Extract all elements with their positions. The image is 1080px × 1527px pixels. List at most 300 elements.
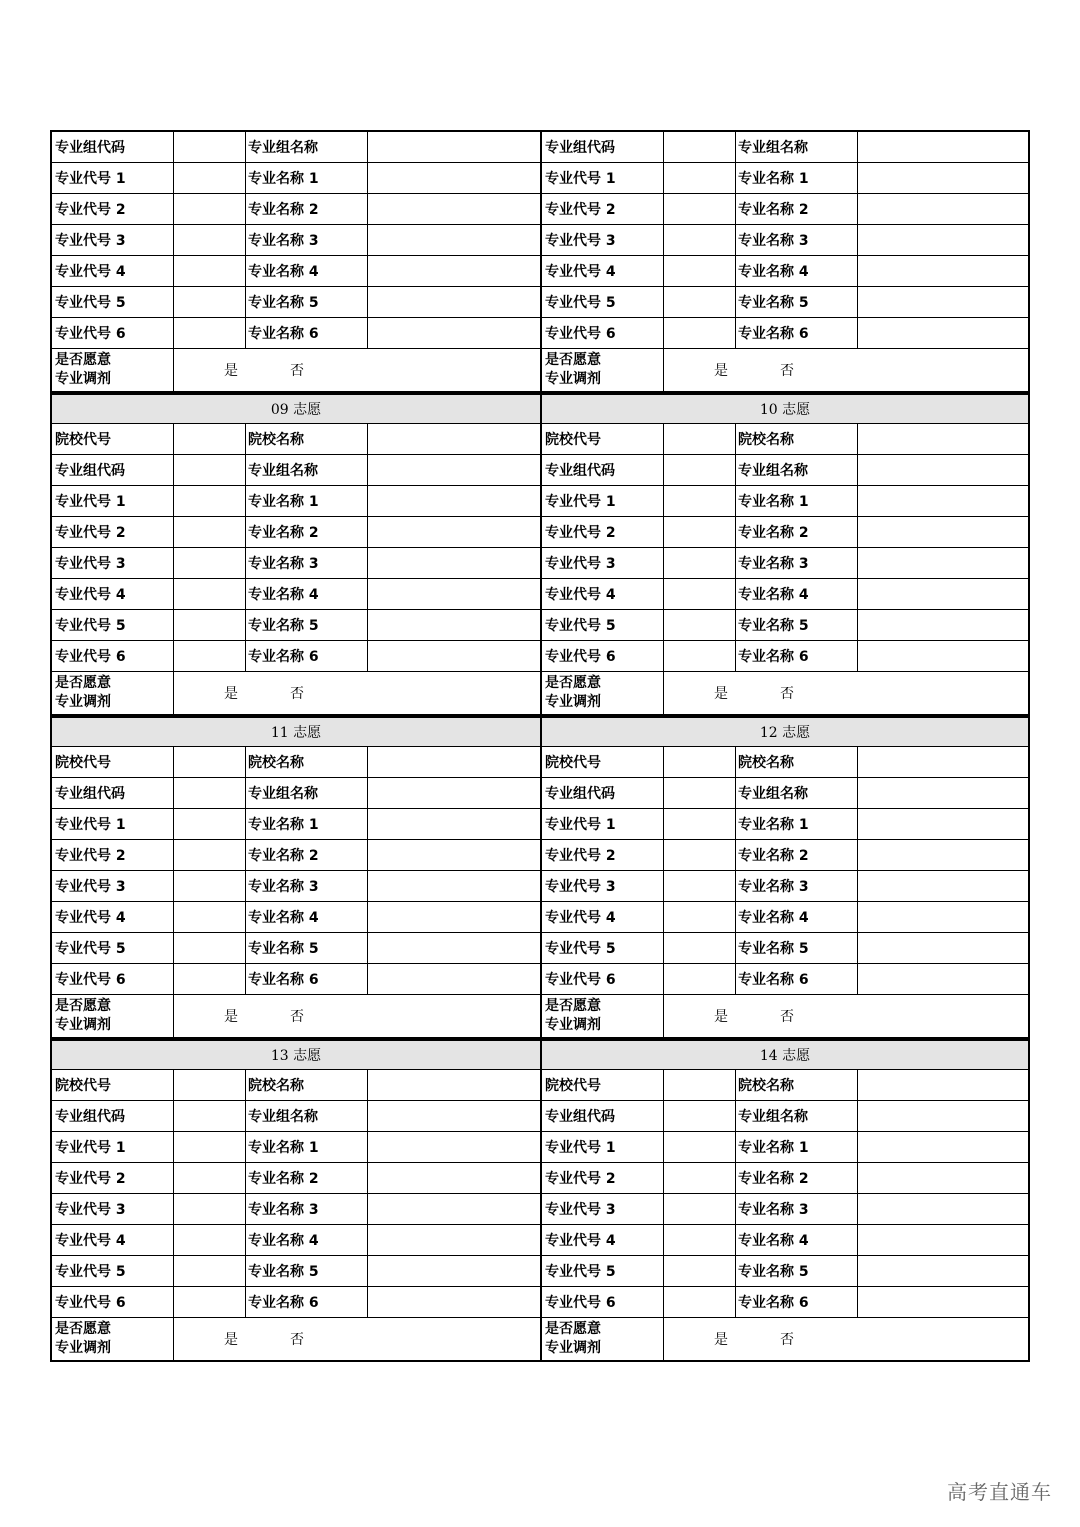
major-name-cell[interactable]	[368, 1132, 540, 1162]
major-code-label: 专业代号 2	[52, 840, 174, 870]
school-row	[52, 424, 540, 455]
major-name-cell[interactable]	[858, 902, 1028, 932]
school-code-cell[interactable]	[664, 1070, 736, 1100]
major-code-cell[interactable]	[664, 225, 736, 255]
group-code-label: 专业组代码	[542, 132, 664, 162]
choice-heading: 11 志愿	[52, 716, 540, 747]
major-name-label: 专业名称 3	[246, 871, 368, 901]
major-code-label: 专业代号 5	[542, 287, 664, 317]
major-name-label: 专业名称 3	[736, 225, 858, 255]
major-code-cell[interactable]	[664, 1163, 736, 1193]
major-code-cell[interactable]	[174, 641, 246, 671]
major-row-2	[542, 840, 1028, 871]
major-row-4	[52, 902, 540, 933]
major-code-label: 专业代号 2	[542, 1163, 664, 1193]
major-code-cell[interactable]	[174, 548, 246, 578]
major-name-cell[interactable]	[368, 840, 540, 870]
major-row-4	[52, 256, 540, 287]
major-row-6	[52, 641, 540, 672]
major-code-cell[interactable]	[174, 225, 246, 255]
major-row-6	[52, 318, 540, 349]
major-row-6	[542, 1287, 1028, 1318]
major-row-2	[52, 194, 540, 225]
major-name-cell[interactable]	[368, 933, 540, 963]
school-row	[52, 747, 540, 778]
major-name-label: 专业名称 4	[246, 579, 368, 609]
major-name-cell[interactable]	[858, 610, 1028, 640]
major-code-cell[interactable]	[174, 964, 246, 994]
group-code-label: 专业组代码	[542, 455, 664, 485]
major-row-4	[542, 902, 1028, 933]
major-code-label: 专业代号 4	[52, 256, 174, 286]
adjust-yes-option[interactable]: 是	[714, 686, 728, 702]
major-code-cell[interactable]	[174, 256, 246, 286]
major-name-cell[interactable]	[858, 1132, 1028, 1162]
major-code-cell[interactable]	[664, 1287, 736, 1317]
major-code-cell[interactable]	[664, 933, 736, 963]
group-code-cell[interactable]	[174, 778, 246, 808]
school-name-label: 院校名称	[736, 747, 858, 777]
choice-block-14	[540, 1039, 1030, 1362]
major-code-cell[interactable]	[174, 163, 246, 193]
major-name-cell[interactable]	[368, 256, 540, 286]
adjust-row	[542, 349, 1028, 393]
choice-form-sheet	[50, 130, 1030, 1362]
major-row-1	[542, 163, 1028, 194]
major-code-cell[interactable]	[174, 809, 246, 839]
adjust-options	[664, 672, 1028, 714]
major-code-label: 专业代号 2	[52, 517, 174, 547]
adjust-no-option[interactable]: 否	[290, 686, 304, 702]
major-name-cell[interactable]	[368, 287, 540, 317]
adjust-label	[52, 1318, 174, 1360]
major-code-label: 专业代号 6	[542, 1287, 664, 1317]
adjust-label-line2: 专业调剂	[545, 694, 601, 710]
choice-block-09	[50, 393, 540, 716]
choice-block-11	[50, 716, 540, 1039]
major-name-label: 专业名称 2	[246, 840, 368, 870]
major-name-cell[interactable]	[368, 194, 540, 224]
school-code-cell[interactable]	[174, 424, 246, 454]
major-code-label: 专业代号 4	[52, 902, 174, 932]
major-code-cell[interactable]	[664, 610, 736, 640]
group-name-cell[interactable]	[858, 1101, 1028, 1131]
major-code-cell[interactable]	[174, 579, 246, 609]
major-code-label: 专业代号 6	[542, 641, 664, 671]
major-code-cell[interactable]	[664, 871, 736, 901]
major-name-label: 专业名称 5	[736, 287, 858, 317]
major-code-cell[interactable]	[664, 517, 736, 547]
adjust-no-option[interactable]: 否	[780, 363, 794, 379]
major-row-6	[52, 1287, 540, 1318]
adjust-label-line1: 是否愿意	[55, 352, 111, 368]
major-name-cell[interactable]	[858, 1194, 1028, 1224]
group-name-label: 专业组名称	[736, 455, 858, 485]
adjust-row	[542, 672, 1028, 716]
major-code-cell[interactable]	[664, 579, 736, 609]
adjust-options	[174, 995, 540, 1037]
choice-heading: 14 志愿	[542, 1039, 1028, 1070]
major-name-cell[interactable]	[368, 1287, 540, 1317]
major-row-4	[542, 256, 1028, 287]
major-code-label: 专业代号 3	[542, 1194, 664, 1224]
major-code-cell[interactable]	[664, 287, 736, 317]
choice-pair	[50, 1039, 1030, 1362]
school-code-cell[interactable]	[664, 747, 736, 777]
major-code-cell[interactable]	[664, 1132, 736, 1162]
group-name-cell[interactable]	[858, 132, 1028, 162]
school-row	[52, 1070, 540, 1101]
major-name-cell[interactable]	[858, 256, 1028, 286]
major-name-cell[interactable]	[368, 1194, 540, 1224]
major-row-1	[542, 809, 1028, 840]
school-code-label: 院校代号	[542, 747, 664, 777]
group-name-label: 专业组名称	[246, 132, 368, 162]
major-name-cell[interactable]	[368, 225, 540, 255]
major-code-cell[interactable]	[174, 1225, 246, 1255]
major-code-label: 专业代号 1	[542, 1132, 664, 1162]
group-code-cell[interactable]	[664, 1101, 736, 1131]
group-code-cell[interactable]	[174, 455, 246, 485]
school-name-cell[interactable]	[368, 1070, 540, 1100]
major-code-cell[interactable]	[664, 163, 736, 193]
major-code-label: 专业代号 3	[52, 871, 174, 901]
major-name-cell[interactable]	[858, 1225, 1028, 1255]
adjust-label-line2: 专业调剂	[55, 371, 111, 387]
group-name-label: 专业组名称	[736, 1101, 858, 1131]
major-row-1	[542, 486, 1028, 517]
adjust-label-line1: 是否愿意	[545, 1321, 601, 1337]
major-name-cell[interactable]	[858, 964, 1028, 994]
major-code-label: 专业代号 6	[52, 964, 174, 994]
adjust-no-option[interactable]: 否	[290, 1009, 304, 1025]
major-row-3	[52, 225, 540, 256]
school-code-label: 院校代号	[542, 1070, 664, 1100]
major-code-cell[interactable]	[174, 194, 246, 224]
major-name-cell[interactable]	[368, 641, 540, 671]
major-code-label: 专业代号 6	[52, 318, 174, 348]
major-name-cell[interactable]	[858, 225, 1028, 255]
major-code-label: 专业代号 5	[52, 287, 174, 317]
major-name-cell[interactable]	[368, 579, 540, 609]
major-name-label: 专业名称 6	[246, 641, 368, 671]
major-name-label: 专业名称 4	[736, 256, 858, 286]
major-code-cell[interactable]	[174, 1287, 246, 1317]
major-name-cell[interactable]	[368, 871, 540, 901]
school-row	[542, 747, 1028, 778]
major-code-label: 专业代号 3	[52, 1194, 174, 1224]
major-row-2	[52, 517, 540, 548]
major-row-4	[542, 579, 1028, 610]
major-name-cell[interactable]	[368, 1256, 540, 1286]
group-code-cell[interactable]	[174, 1101, 246, 1131]
major-name-cell[interactable]	[858, 641, 1028, 671]
adjust-yes-option[interactable]: 是	[714, 1332, 728, 1348]
major-row-3	[542, 871, 1028, 902]
major-row-3	[542, 548, 1028, 579]
school-name-cell[interactable]	[858, 747, 1028, 777]
adjust-label	[542, 1318, 664, 1360]
major-name-cell[interactable]	[368, 964, 540, 994]
major-name-cell[interactable]	[858, 840, 1028, 870]
group-code-label: 专业组代码	[52, 1101, 174, 1131]
adjust-label	[52, 672, 174, 714]
major-name-cell[interactable]	[858, 318, 1028, 348]
adjust-no-option[interactable]: 否	[780, 1009, 794, 1025]
major-code-label: 专业代号 1	[52, 809, 174, 839]
major-name-cell[interactable]	[858, 548, 1028, 578]
major-row-3	[52, 871, 540, 902]
major-name-label: 专业名称 2	[246, 517, 368, 547]
school-code-cell[interactable]	[664, 424, 736, 454]
major-name-cell[interactable]	[368, 610, 540, 640]
school-name-cell[interactable]	[858, 1070, 1028, 1100]
major-name-label: 专业名称 3	[246, 548, 368, 578]
major-row-4	[542, 1225, 1028, 1256]
major-name-label: 专业名称 4	[736, 902, 858, 932]
adjust-label-line1: 是否愿意	[55, 675, 111, 691]
school-code-label: 院校代号	[542, 424, 664, 454]
major-name-cell[interactable]	[858, 1163, 1028, 1193]
adjust-options	[174, 349, 540, 391]
group-name-cell[interactable]	[368, 778, 540, 808]
major-code-cell[interactable]	[174, 1194, 246, 1224]
major-code-label: 专业代号 2	[542, 840, 664, 870]
group-code-cell[interactable]	[664, 778, 736, 808]
major-code-cell[interactable]	[664, 1194, 736, 1224]
adjust-label-line1: 是否愿意	[55, 998, 111, 1014]
school-name-label: 院校名称	[736, 1070, 858, 1100]
choice-heading: 10 志愿	[542, 393, 1028, 424]
school-code-label: 院校代号	[52, 424, 174, 454]
major-name-cell[interactable]	[368, 517, 540, 547]
major-code-cell[interactable]	[174, 486, 246, 516]
major-row-5	[542, 933, 1028, 964]
major-row-2	[542, 194, 1028, 225]
major-row-5	[52, 1256, 540, 1287]
major-code-label: 专业代号 6	[52, 641, 174, 671]
major-name-label: 专业名称 5	[736, 610, 858, 640]
major-name-cell[interactable]	[368, 809, 540, 839]
major-code-cell[interactable]	[664, 194, 736, 224]
major-name-label: 专业名称 5	[736, 1256, 858, 1286]
major-code-cell[interactable]	[174, 1163, 246, 1193]
major-code-cell[interactable]	[174, 287, 246, 317]
adjust-label	[542, 672, 664, 714]
major-code-cell[interactable]	[664, 641, 736, 671]
major-name-cell[interactable]	[858, 579, 1028, 609]
adjust-yes-option[interactable]: 是	[714, 1009, 728, 1025]
major-row-5	[542, 1256, 1028, 1287]
group-code-label: 专业组代码	[52, 132, 174, 162]
major-name-cell[interactable]	[858, 287, 1028, 317]
adjust-row	[52, 672, 540, 716]
school-name-label: 院校名称	[246, 1070, 368, 1100]
school-name-cell[interactable]	[368, 747, 540, 777]
major-row-1	[52, 486, 540, 517]
school-code-cell[interactable]	[174, 1070, 246, 1100]
group-name-cell[interactable]	[368, 1101, 540, 1131]
major-name-label: 专业名称 2	[246, 194, 368, 224]
adjust-row	[52, 349, 540, 393]
major-name-label: 专业名称 3	[246, 1194, 368, 1224]
major-name-cell[interactable]	[368, 1225, 540, 1255]
adjust-label	[52, 995, 174, 1037]
major-name-label: 专业名称 3	[736, 1194, 858, 1224]
major-code-label: 专业代号 1	[542, 809, 664, 839]
major-name-label: 专业名称 1	[246, 1132, 368, 1162]
adjust-options	[664, 1318, 1028, 1360]
major-name-cell[interactable]	[858, 1287, 1028, 1317]
group-row	[52, 1101, 540, 1132]
major-code-label: 专业代号 5	[542, 933, 664, 963]
major-name-label: 专业名称 2	[736, 517, 858, 547]
major-name-cell[interactable]	[368, 163, 540, 193]
major-row-3	[542, 225, 1028, 256]
major-code-cell[interactable]	[174, 318, 246, 348]
group-name-label: 专业组名称	[246, 1101, 368, 1131]
adjust-label-line1: 是否愿意	[545, 352, 601, 368]
major-code-cell[interactable]	[664, 809, 736, 839]
adjust-label-line2: 专业调剂	[55, 1340, 111, 1356]
major-code-cell[interactable]	[174, 902, 246, 932]
adjust-yes-option[interactable]: 是	[224, 363, 238, 379]
major-code-cell[interactable]	[174, 1256, 246, 1286]
major-name-label: 专业名称 2	[246, 1163, 368, 1193]
school-code-label: 院校代号	[52, 747, 174, 777]
major-name-cell[interactable]	[858, 871, 1028, 901]
school-name-label: 院校名称	[246, 747, 368, 777]
major-name-label: 专业名称 5	[246, 933, 368, 963]
adjust-row	[542, 995, 1028, 1039]
major-name-cell[interactable]	[858, 1256, 1028, 1286]
major-code-cell[interactable]	[174, 610, 246, 640]
major-name-label: 专业名称 1	[246, 809, 368, 839]
major-row-4	[52, 579, 540, 610]
adjust-no-option[interactable]: 否	[780, 686, 794, 702]
group-name-cell[interactable]	[368, 132, 540, 162]
group-code-cell[interactable]	[174, 132, 246, 162]
major-code-cell[interactable]	[174, 517, 246, 547]
major-name-cell[interactable]	[858, 486, 1028, 516]
major-row-2	[542, 517, 1028, 548]
group-name-cell[interactable]	[858, 455, 1028, 485]
major-row-1	[542, 1132, 1028, 1163]
choice-block-13	[50, 1039, 540, 1362]
major-code-cell[interactable]	[664, 486, 736, 516]
major-code-label: 专业代号 6	[542, 318, 664, 348]
choice-heading: 12 志愿	[542, 716, 1028, 747]
major-code-cell[interactable]	[174, 933, 246, 963]
adjust-label-line1: 是否愿意	[545, 998, 601, 1014]
major-code-label: 专业代号 2	[52, 1163, 174, 1193]
major-code-cell[interactable]	[174, 871, 246, 901]
major-name-label: 专业名称 2	[736, 194, 858, 224]
major-code-cell[interactable]	[664, 964, 736, 994]
major-code-label: 专业代号 4	[542, 579, 664, 609]
adjust-yes-option[interactable]: 是	[224, 686, 238, 702]
adjust-label-line2: 专业调剂	[545, 1340, 601, 1356]
major-code-cell[interactable]	[664, 318, 736, 348]
major-code-cell[interactable]	[174, 1132, 246, 1162]
major-row-2	[52, 840, 540, 871]
major-name-label: 专业名称 4	[246, 256, 368, 286]
major-code-cell[interactable]	[664, 1256, 736, 1286]
major-name-cell[interactable]	[858, 809, 1028, 839]
major-name-cell[interactable]	[368, 1163, 540, 1193]
major-code-cell[interactable]	[664, 902, 736, 932]
group-name-cell[interactable]	[368, 455, 540, 485]
school-name-cell[interactable]	[858, 424, 1028, 454]
group-name-cell[interactable]	[858, 778, 1028, 808]
major-name-label: 专业名称 6	[736, 1287, 858, 1317]
adjust-label-line2: 专业调剂	[545, 371, 601, 387]
major-name-label: 专业名称 4	[246, 902, 368, 932]
major-name-label: 专业名称 6	[736, 318, 858, 348]
choice-block-08	[540, 132, 1030, 393]
group-code-cell[interactable]	[664, 455, 736, 485]
major-row-2	[542, 1163, 1028, 1194]
major-name-cell[interactable]	[858, 517, 1028, 547]
group-code-cell[interactable]	[664, 132, 736, 162]
group-row	[542, 455, 1028, 486]
major-code-cell[interactable]	[664, 256, 736, 286]
major-code-label: 专业代号 3	[542, 225, 664, 255]
major-name-label: 专业名称 6	[736, 964, 858, 994]
major-code-label: 专业代号 5	[52, 1256, 174, 1286]
major-code-cell[interactable]	[664, 840, 736, 870]
adjust-no-option[interactable]: 否	[780, 1332, 794, 1348]
major-name-cell[interactable]	[858, 933, 1028, 963]
major-name-cell[interactable]	[368, 548, 540, 578]
major-name-label: 专业名称 3	[736, 871, 858, 901]
major-name-label: 专业名称 6	[246, 318, 368, 348]
major-name-label: 专业名称 5	[736, 933, 858, 963]
major-name-cell[interactable]	[858, 163, 1028, 193]
major-code-cell[interactable]	[664, 548, 736, 578]
major-name-label: 专业名称 3	[246, 225, 368, 255]
adjust-yes-option[interactable]: 是	[224, 1332, 238, 1348]
adjust-label	[542, 995, 664, 1037]
school-name-label: 院校名称	[246, 424, 368, 454]
adjust-no-option[interactable]: 否	[290, 363, 304, 379]
major-code-label: 专业代号 1	[52, 1132, 174, 1162]
major-name-label: 专业名称 4	[736, 1225, 858, 1255]
adjust-yes-option[interactable]: 是	[714, 363, 728, 379]
adjust-no-option[interactable]: 否	[290, 1332, 304, 1348]
choice-blocks	[50, 393, 1030, 1362]
major-code-cell[interactable]	[664, 1225, 736, 1255]
major-code-label: 专业代号 5	[542, 1256, 664, 1286]
major-name-cell[interactable]	[368, 318, 540, 348]
school-code-cell[interactable]	[174, 747, 246, 777]
major-row-5	[542, 610, 1028, 641]
major-code-cell[interactable]	[174, 840, 246, 870]
major-row-1	[52, 163, 540, 194]
major-code-label: 专业代号 3	[542, 871, 664, 901]
major-name-label: 专业名称 2	[736, 1163, 858, 1193]
school-name-cell[interactable]	[368, 424, 540, 454]
major-code-label: 专业代号 2	[52, 194, 174, 224]
adjust-yes-option[interactable]: 是	[224, 1009, 238, 1025]
major-code-label: 专业代号 1	[542, 163, 664, 193]
major-name-cell[interactable]	[858, 194, 1028, 224]
major-name-cell[interactable]	[368, 902, 540, 932]
major-code-label: 专业代号 6	[542, 964, 664, 994]
major-name-cell[interactable]	[368, 486, 540, 516]
adjust-row	[52, 1318, 540, 1362]
school-row	[542, 424, 1028, 455]
